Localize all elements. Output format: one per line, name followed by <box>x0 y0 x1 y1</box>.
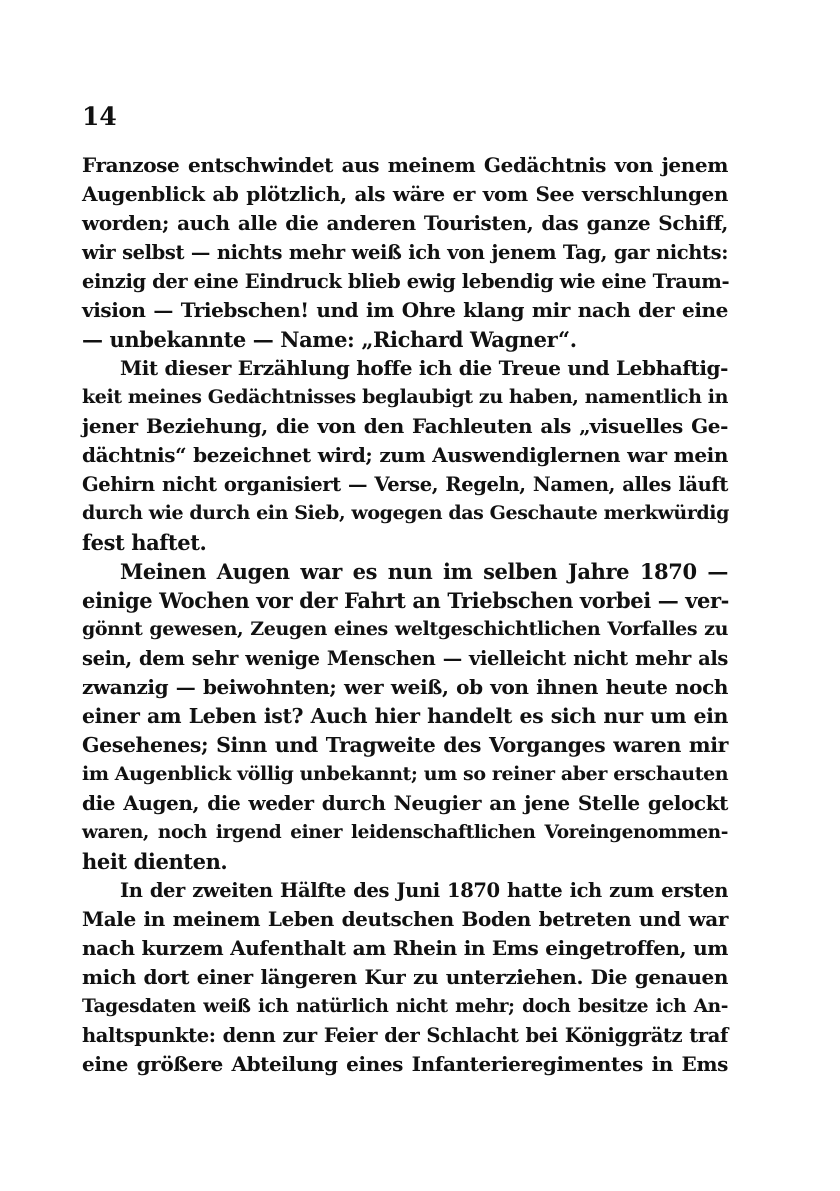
text-line: Franzose entschwindet aus meinem Gedächtnis von jenem <box>82 153 728 177</box>
text-line: im Augenblick völlig unbekannt; um so reiner aber erschauten <box>82 763 729 785</box>
text-line: einzig der eine Eindruck blieb ewig lebendig wie eine Traum- <box>82 270 730 293</box>
text-line: Gehirn nicht organisiert — Verse, Regeln, Namen, alles läuft <box>82 473 728 496</box>
text-line: Tagesdaten weiß ich natürlich nicht mehr; doch besitze ich An- <box>82 996 728 1017</box>
text-line: einige Wochen vor der Fahrt an Triebschen vorbei — ver- <box>82 588 729 613</box>
text-line: fest haftet. <box>82 530 207 555</box>
text-line: Augenblick ab plötzlich, als wäre er vom See verschlungen <box>82 182 728 206</box>
text-line: dächtnis“ bezeichnet wird; zum Auswendiglernen war mein <box>82 443 728 467</box>
text-line: mich dort einer längeren Kur zu unterziehen. Die genauen <box>82 965 728 989</box>
text-line: worden; auch alle die anderen Touristen, das ganze Schiff, <box>82 211 728 235</box>
text-line: heit dienten. <box>82 849 228 874</box>
text-line: In der zweiten Hälfte des Juni 1870 hatte ich zum ersten <box>120 879 728 902</box>
text-line: jener Beziehung, die von den Fachleuten als „visuelles Ge- <box>82 414 728 438</box>
text-line: durch wie durch ein Sieb, wogegen das Geschaute merkwürdig <box>82 502 730 524</box>
page-number: 14 <box>82 102 117 131</box>
text-line: — unbekannte — Name: „Richard Wagner“. <box>82 327 577 352</box>
text-line: vision — Triebschen! und im Ohre klang mir nach der eine <box>82 298 728 322</box>
text-line: sein, dem sehr wenige Menschen — vielleicht nicht mehr als <box>82 647 728 670</box>
text-line: waren, noch irgend einer leidenschaftlichen Voreingenommen- <box>82 822 728 843</box>
text-line: Mit dieser Erzählung hoffe ich die Treue und Lebhaftig- <box>120 356 728 380</box>
text-line: zwanzig — beiwohnten; wer weiß, ob von ihnen heute noch <box>82 675 728 699</box>
text-line: nach kurzem Aufenthalt am Rhein in Ems eingetroffen, um <box>82 936 728 960</box>
text-line: eine größere Abteilung eines Infanterieregimentes in Ems <box>82 1052 728 1076</box>
text-line: die Augen, die weder durch Neugier an jene Stelle gelockt <box>82 791 728 815</box>
text-line: gönnt gewesen, Zeugen eines weltgeschichtlichen Vorfalles zu <box>82 618 728 640</box>
text-line: keit meines Gedächtnisses beglaubigt zu haben, namentlich in <box>82 386 728 408</box>
text-line: haltspunkte: denn zur Feier der Schlacht bei Königgrätz traf <box>82 1024 728 1047</box>
text-line: einer am Leben ist? Auch hier handelt es sich nur um ein <box>82 704 728 728</box>
text-line: Male in meinem Leben deutschen Boden betreten und war <box>82 907 728 931</box>
text-line: Meinen Augen war es nun im selben Jahre 1870 — <box>120 559 728 584</box>
text-line: Gesehenes; Sinn und Tragweite des Vorganges waren mir <box>82 733 728 757</box>
body-text <box>82 151 728 1079</box>
text-line: wir selbst — nichts mehr weiß ich von jenem Tag, gar nichts: <box>82 241 728 264</box>
